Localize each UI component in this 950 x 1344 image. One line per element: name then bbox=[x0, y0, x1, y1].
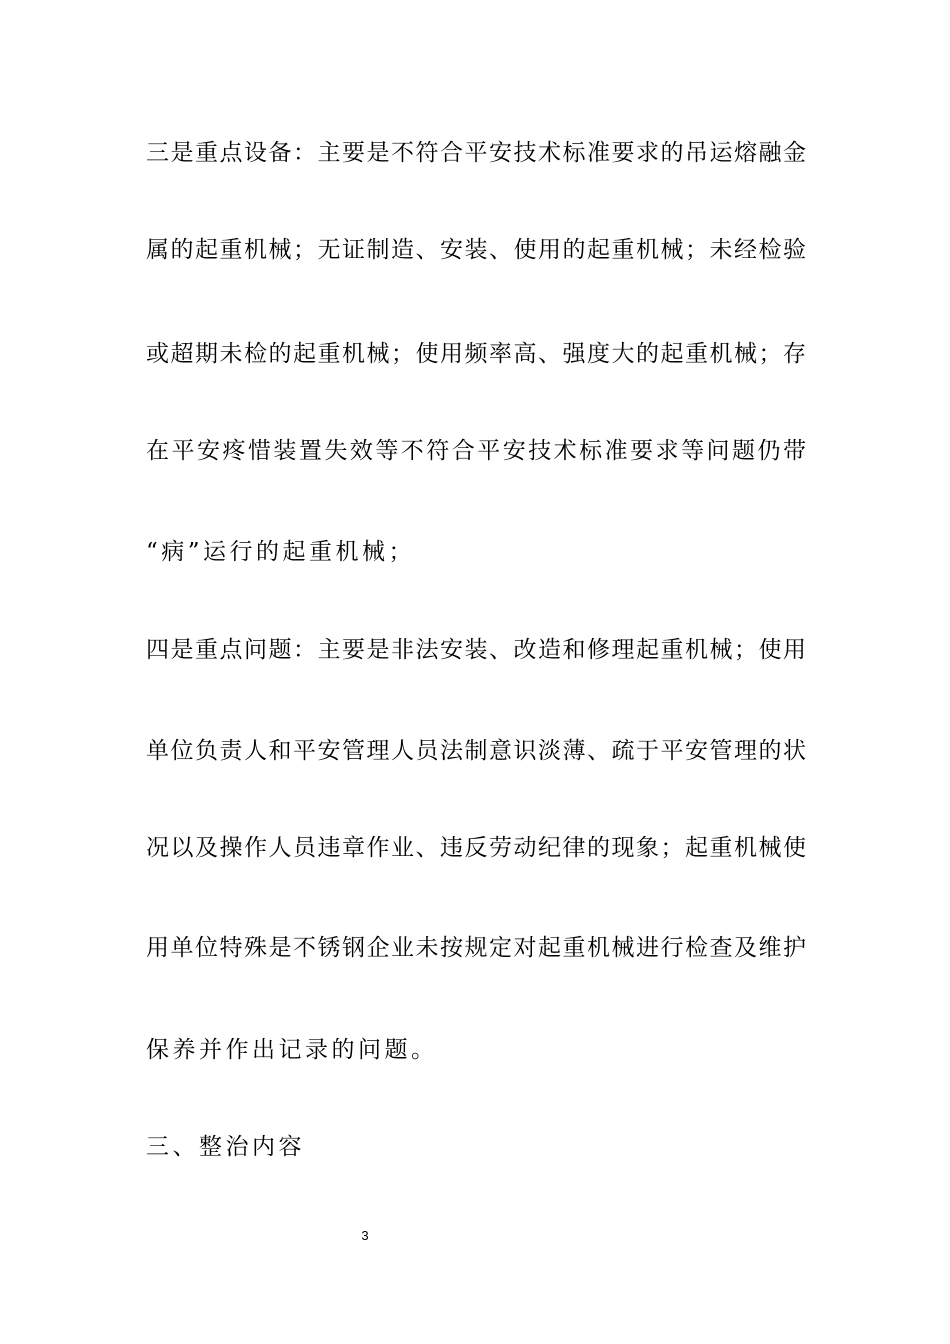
paragraph-3-line-3: 或超期未检的起重机械；使用频率高、强度大的起重机械；存 bbox=[146, 341, 806, 367]
paragraph-4-line-2: 单位负责人和平安管理人员法制意识淡薄、疏于平安管理的状 bbox=[146, 738, 806, 764]
section-heading: 三、整治内容 bbox=[146, 1134, 305, 1160]
paragraph-4-line-3: 况以及操作人员违章作业、违反劳动纪律的现象；起重机械使 bbox=[146, 835, 806, 861]
paragraph-4-line-4: 用单位特殊是不锈钢企业未按规定对起重机械进行检查及维护 bbox=[146, 935, 806, 961]
paragraph-3-line-5: “病”运行的起重机械； bbox=[146, 539, 416, 565]
paragraph-3-line-4: 在平安疼惜装置失效等不符合平安技术标准要求等问题仍带 bbox=[146, 438, 806, 464]
page-number: 3 bbox=[361, 1228, 369, 1243]
paragraph-4-line-5: 保养并作出记录的问题。 bbox=[146, 1037, 438, 1063]
paragraph-3-line-2: 属的起重机械；无证制造、安装、使用的起重机械；未经检验 bbox=[146, 237, 806, 263]
paragraph-4-line-1: 四是重点问题：主要是非法安装、改造和修理起重机械；使用 bbox=[146, 637, 806, 663]
paragraph-3-line-1: 三是重点设备：主要是不符合平安技术标准要求的吊运熔融金 bbox=[146, 140, 806, 166]
